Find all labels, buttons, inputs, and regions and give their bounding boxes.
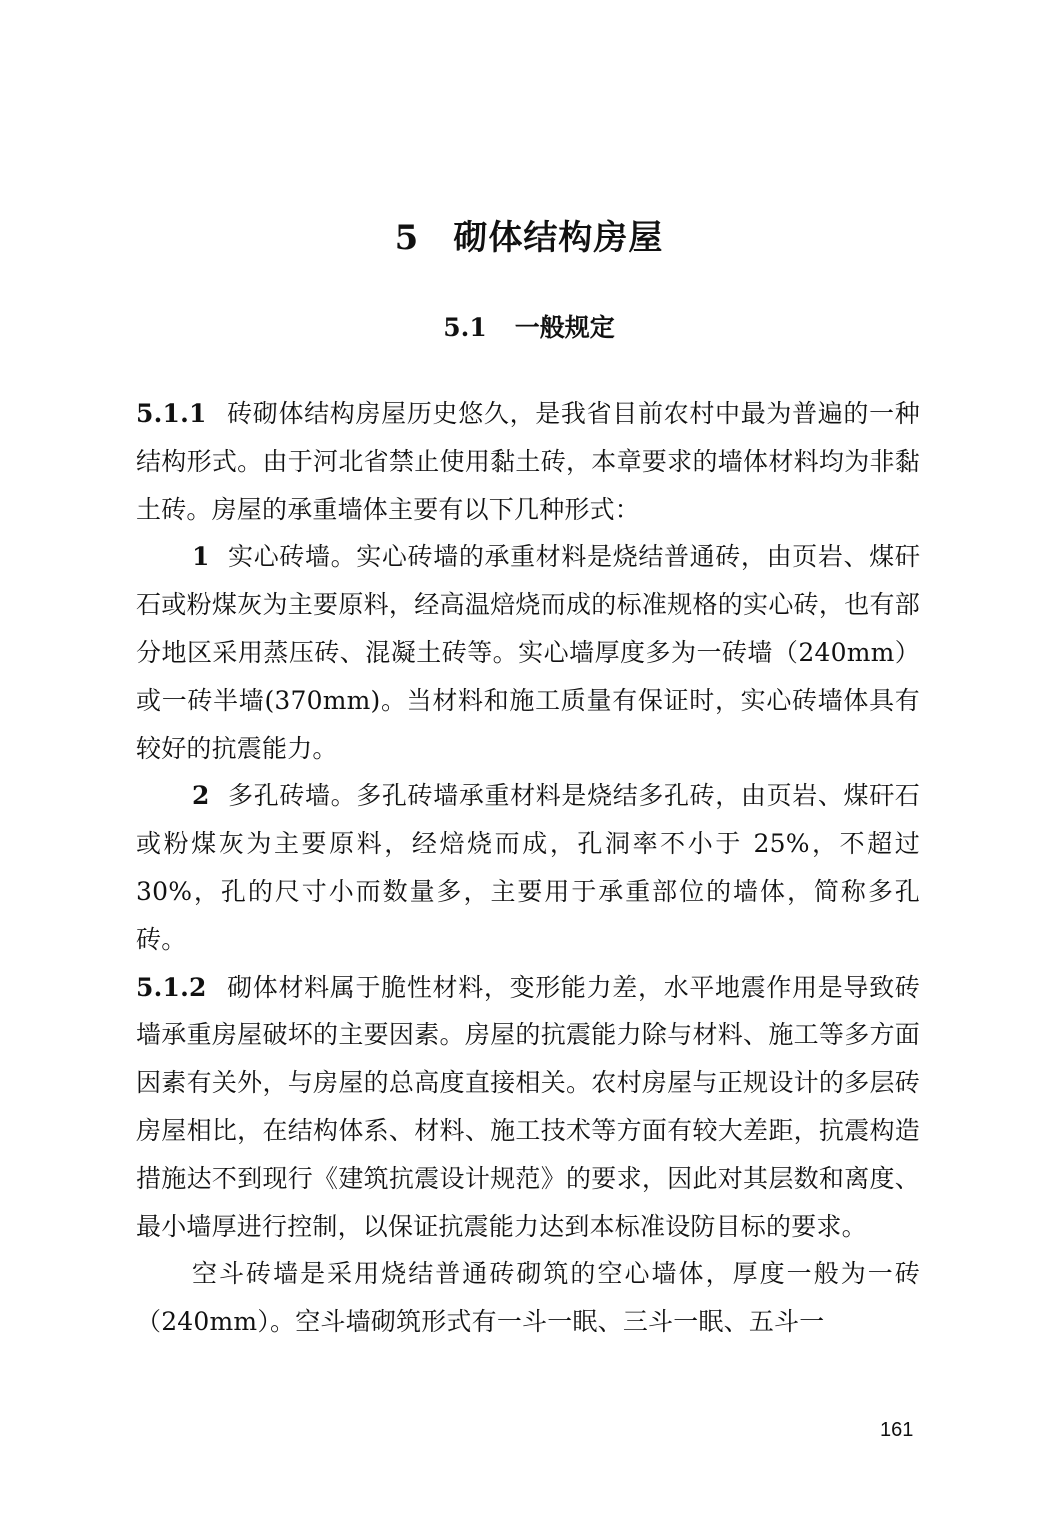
paragraph-text: 空斗砖墙是采用烧结普通砖砌筑的空心墙体，厚度一般为一砖（240mm）。空斗墙砌筑形式有一斗一眠、三斗一眠、五斗一 [136,1259,920,1337]
section-title [0,308,1058,348]
clause-text: 砌体材料属于脆性材料，变形能力差，水平地震作用是导致砖墙承重房屋破坏的主要因素。房屋的抗震能力除与材料、施工等多方面因素有关外，与房屋的总高度直接相关。农村房屋与正规设计的多层砖房屋相比，在结构体系、材料、施工技术等方面有较大差距，抗震构造措施达不到现行《建筑抗震设计规范》的要求，因此对其层数和离度、最小墙厚进行控制，以保证抗震能力达到本标准设防目标的要求。 [136,972,920,1241]
body-text [136,390,920,1346]
item-text: 实心砖墙。实心砖墙的承重材料是烧结普通砖，由页岩、煤矸石或粉煤灰为主要原料，经高温焙烧而成的标准规格的实心砖，也有部分地区采用蒸压砖、混凝土砖等。实心墙厚度多为一砖墙（240mm）或一砖半墙(370mm)。当材料和施工质量有保证时，实心砖墙体具有较好的抗震能力。 [136,542,920,763]
list-item-2 [136,772,920,963]
chapter-title-text: 砌体结构房屋 [453,218,664,258]
chapter-number: 5 [394,218,420,258]
chapter-title [0,212,1058,264]
item-text: 多孔砖墙。多孔砖墙承重材料是烧结多孔砖，由页岩、煤矸石或粉煤灰为主要原料，经焙烧而成，孔洞率不小于 25%，不超过 30%，孔的尺寸小而数量多，主要用于承重部位的墙体，简称多孔砖。 [136,781,920,954]
clause-5-1-2 [136,964,920,1251]
clause-number: 5.1.1 [136,399,207,428]
section-title-text: 一般规定 [514,313,615,342]
clause-5-1-1 [136,390,920,533]
clause-text: 砖砌体结构房屋历史悠久，是我省目前农村中最为普遍的一种结构形式。由于河北省禁止使用黏土砖，本章要求的墙体材料均为非黏土砖。房屋的承重墙体主要有以下几种形式： [136,399,920,524]
list-item-1 [136,533,920,772]
section-number: 5.1 [443,313,487,342]
item-number: 1 [192,542,210,572]
item-number: 2 [192,781,210,811]
clause-number: 5.1.2 [136,972,207,1002]
page-number: 161 [880,1419,914,1441]
paragraph-kongdou [136,1250,920,1346]
